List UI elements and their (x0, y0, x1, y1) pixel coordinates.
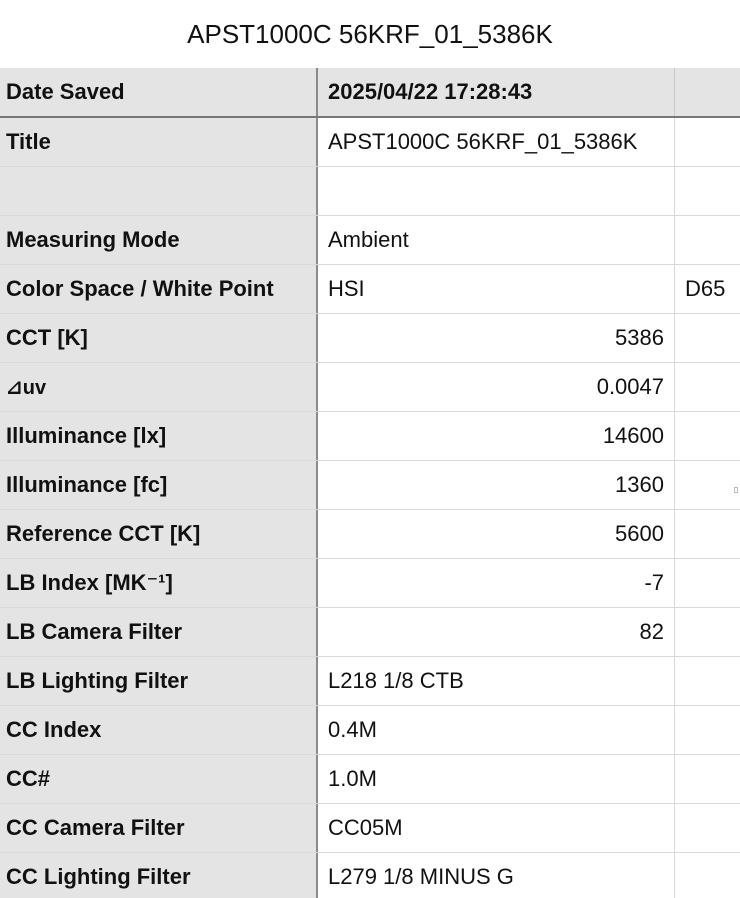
table-row[interactable] (0, 167, 740, 216)
row-value[interactable]: 0.0047 (318, 363, 675, 411)
row-extra[interactable] (675, 167, 740, 215)
row-value[interactable]: L218 1/8 CTB (318, 657, 675, 705)
table-row[interactable] (0, 608, 740, 657)
row-value[interactable]: 14600 (318, 412, 675, 460)
row-label[interactable]: LB Camera Filter (0, 608, 318, 656)
table-row[interactable] (0, 461, 740, 510)
row-extra[interactable] (675, 706, 740, 754)
row-label[interactable] (0, 363, 318, 411)
row-value[interactable]: 5386 (318, 314, 675, 362)
row-extra[interactable] (675, 657, 740, 705)
row-label[interactable]: Illuminance [lx] (0, 412, 318, 460)
table-row[interactable] (0, 363, 740, 412)
row-value[interactable]: 1.0M (318, 755, 675, 803)
header-label[interactable]: Date Saved (0, 68, 318, 116)
measurement-table (0, 68, 740, 898)
row-value[interactable] (318, 167, 675, 215)
row-value[interactable]: -7 (318, 559, 675, 607)
row-value[interactable]: APST1000C 56KRF_01_5386K (318, 118, 675, 166)
row-extra[interactable] (675, 510, 740, 558)
table-row[interactable] (0, 755, 740, 804)
row-label[interactable]: Illuminance [fc] (0, 461, 318, 509)
row-value[interactable]: CC05M (318, 804, 675, 852)
row-value[interactable]: 1360 (318, 461, 675, 509)
row-extra[interactable] (675, 461, 740, 509)
row-label[interactable]: Reference CCT [K] (0, 510, 318, 558)
header-value[interactable]: 2025/04/22 17:28:43 (318, 68, 675, 116)
row-label[interactable] (0, 167, 318, 215)
row-label[interactable]: CCT [K] (0, 314, 318, 362)
table-row[interactable] (0, 804, 740, 853)
row-extra[interactable] (675, 314, 740, 362)
table-row[interactable] (0, 412, 740, 461)
row-label[interactable]: CC Lighting Filter (0, 853, 318, 898)
row-label[interactable]: LB Lighting Filter (0, 657, 318, 705)
row-extra[interactable] (675, 216, 740, 264)
comment-marker-icon (734, 487, 738, 493)
row-value[interactable]: Ambient (318, 216, 675, 264)
row-value[interactable]: 5600 (318, 510, 675, 558)
row-label[interactable]: Color Space / White Point (0, 265, 318, 313)
table-row[interactable] (0, 265, 740, 314)
table-row[interactable] (0, 216, 740, 265)
row-label[interactable]: CC# (0, 755, 318, 803)
row-label[interactable]: Title (0, 118, 318, 166)
row-extra[interactable]: D65 (685, 276, 726, 301)
header-extra[interactable] (675, 68, 740, 116)
table-row[interactable] (0, 706, 740, 755)
row-extra[interactable] (675, 755, 740, 803)
row-value[interactable]: L279 1/8 MINUS G (318, 853, 675, 898)
page-title: APST1000C 56KRF_01_5386K (187, 18, 553, 49)
table-row[interactable] (0, 118, 740, 167)
row-label[interactable]: Measuring Mode (0, 216, 318, 264)
row-extra[interactable] (675, 363, 740, 411)
table-row[interactable] (0, 657, 740, 706)
row-value[interactable]: 0.4M (318, 706, 675, 754)
row-value[interactable]: 82 (318, 608, 675, 656)
row-extra[interactable] (675, 559, 740, 607)
row-extra[interactable] (675, 412, 740, 460)
table-row[interactable] (0, 559, 740, 608)
row-extra[interactable] (675, 608, 740, 656)
table-header-row[interactable] (0, 68, 740, 118)
row-label[interactable]: LB Index [MK⁻¹] (0, 559, 318, 607)
row-value[interactable]: HSI (318, 265, 675, 313)
row-label[interactable]: CC Camera Filter (0, 804, 318, 852)
row-extra[interactable] (675, 118, 740, 166)
duv-label: ⊿uv (6, 376, 47, 399)
table-row[interactable] (0, 314, 740, 363)
row-extra[interactable] (675, 804, 740, 852)
row-extra[interactable] (675, 853, 740, 898)
table-row[interactable] (0, 853, 740, 898)
table-row[interactable] (0, 510, 740, 559)
row-label[interactable]: CC Index (0, 706, 318, 754)
